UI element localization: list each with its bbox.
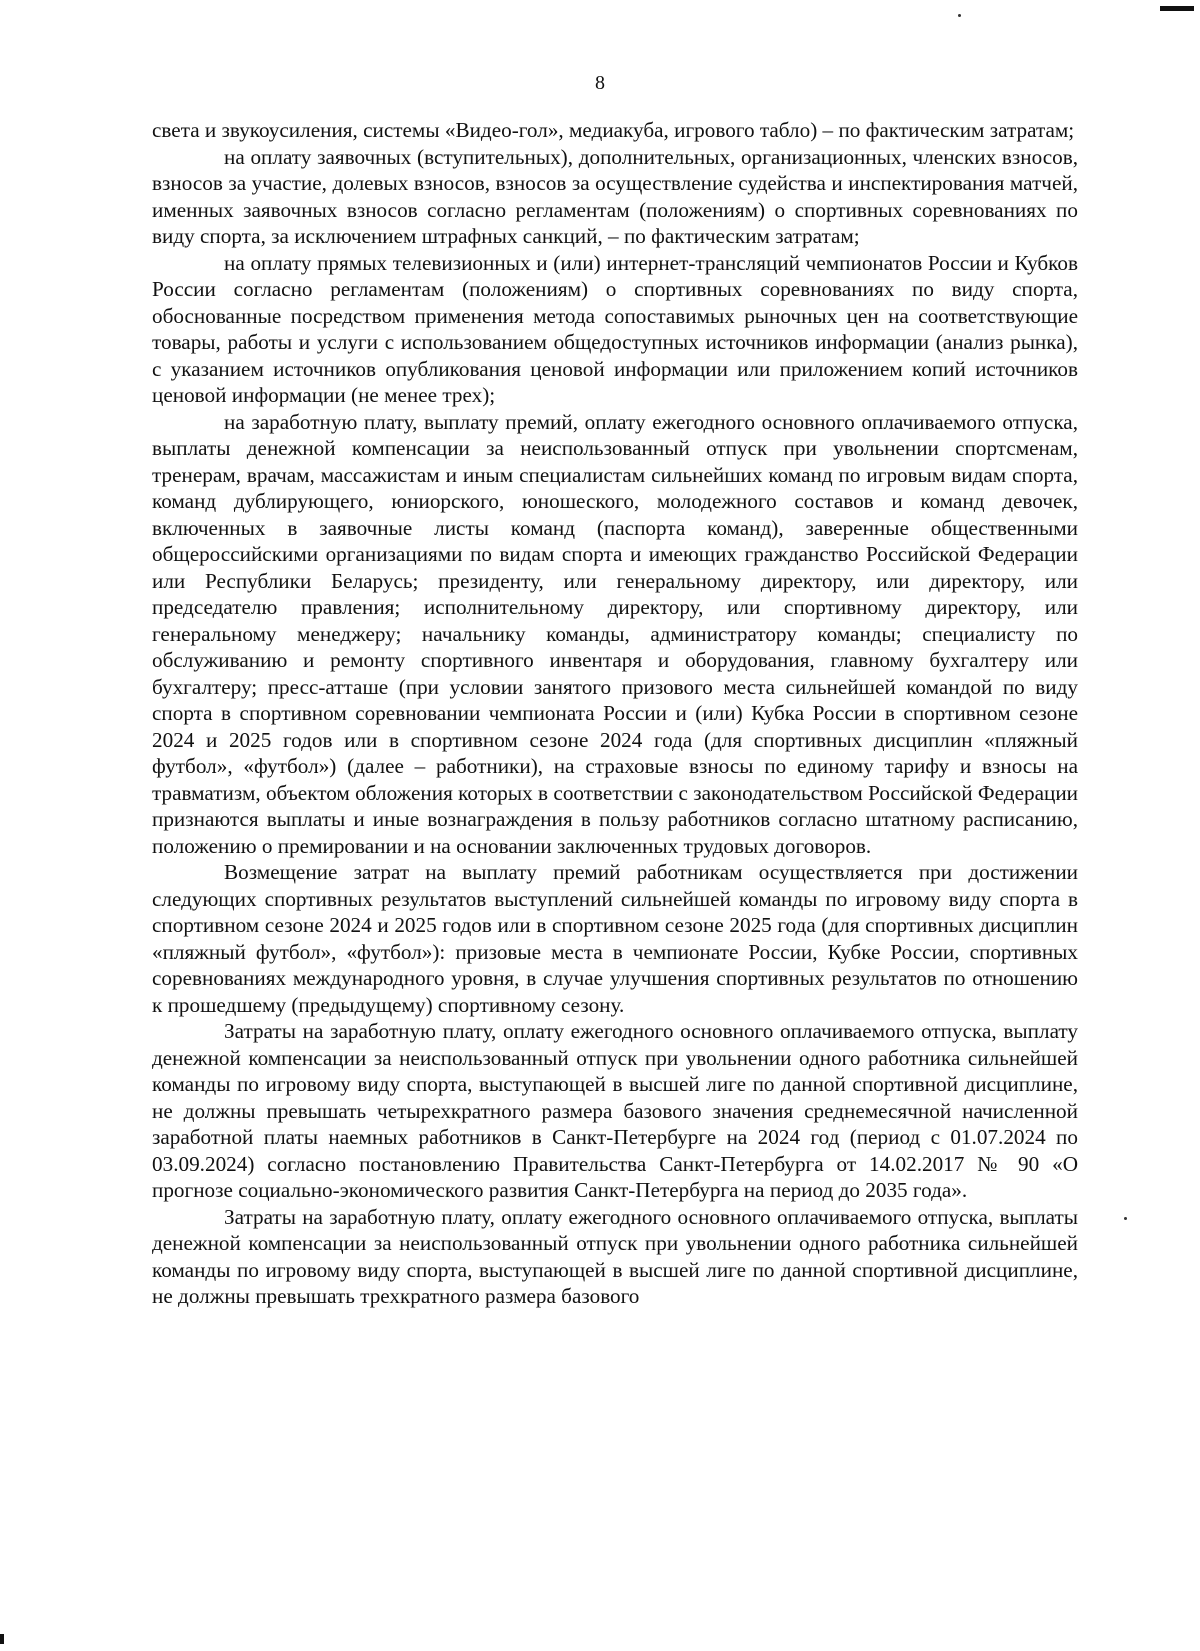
paragraph-salaries: на заработную плату, выплату премий, оплату ежегодного основного оплачиваемого отпуска, выплаты денежной компенсации за неиспользованный отпуск при увольнении спортсменам, тренерам, врачам, массажистам и иным специалистам сильнейших команд по игровым видам спорта, команд дублирующего, юниорского, юношеского, молодежного составов и команд девочек, включенных в заявочные листы команд (паспорта команд), заверенные общественными общероссийскими организациями по видам спорта и имеющих гражданство Российской Федерации или Республики Беларусь; президенту, или генеральному директору, или директору, или председателю правления; исполнительному директору, или спортивному директору, или генеральному менеджеру; начальнику команды, администратору команды; специалисту по обслуживанию и ремонту спортивного инвентаря и оборудования, главному бухгалтеру или бухгалтеру; пресс-атташе (при условии занятого призового места сильнейшей командой по виду спорта в спортивном соревновании чемпионата России и (или) Кубка России в спортивном сезоне 2024 и 2025 годов или в спортивном сезоне 2024 года (для спортивных дисциплин «пляжный футбол», «футбол») (далее – работники), на страховые взносы по единому тарифу и взносы на травматизм, объектом обложения которых в соответствии с законодательством Российской Федерации признаются выплаты и иные вознаграждения в пользу работников согласно штатному расписанию, положению о премировании и на основании заключенных трудовых договоров. xyxy=(152,409,1078,858)
paragraph-membership-fees: на оплату заявочных (вступительных), дополнительных, организационных, членских взносов, взносов за участие, долевых взносов, взносов за осуществление судейства и инспектирования матчей, именных заявочных взносов согласно регламентам (положениям) о спортивных соревнованиях по виду спорта, за исключением штрафных санкций, – по фактическим затратам; xyxy=(152,144,1078,248)
paragraph-broadcast-costs: на оплату прямых телевизионных и (или) интернет-трансляций чемпионатов России и Кубков России согласно регламентам (положениям) о спортивных соревнованиях по виду спорта, обоснованные посредством применения метода сопоставимых рыночных цен на соответствующие товары, работы и услуги с использованием общедоступных источников информации (анализ рынка), с указанием источников опубликования ценовой информации или приложением копий источников ценовой информации (не менее трех); xyxy=(152,250,1078,407)
paragraph-salary-cap-fourfold: Затраты на заработную плату, оплату ежегодного основного оплачиваемого отпуска, выплату денежной компенсации за неиспользованный отпуск при увольнении одного работника сильнейшей команды по игровому виду спорта, выступающей в высшей лиге по данной спортивной дисциплине, не должны превышать четырехкратного размера базового значения среднемесячной начисленной заработной платы наемных работников в Санкт-Петербурге на 2024 год (период с 01.07.2024 по 03.09.2024) согласно постановлению Правительства Санкт-Петербурга от 14.02.2017 № 90 «О прогнозе социально-экономического развития Санкт-Петербурга на период до 2035 года». xyxy=(152,1019,1078,1202)
paragraph-bonus-reimbursement: Возмещение затрат на выплату премий работникам осуществляется при достижении следующих спортивных результатов выступлений сильнейшей команды по игровому виду спорта в спортивном сезоне 2024 и 2025 годов или в спортивном сезоне 2025 года (для спортивных дисциплин «пляжный футбол», «футбол»): призовые места в чемпионате России, Кубке России, спортивных соревнованиях международного уровня, в случае улучшения спортивных результатов по отношению к прошедшему (предыдущему) спортивному сезону. xyxy=(152,860,1078,1017)
scan-artifact-bottom-mark xyxy=(0,1634,4,1644)
scan-artifact-dot xyxy=(1124,1217,1127,1220)
paragraph-continuation: света и звукоусиления, системы «Видео-гол», медиакуба, игрового табло) – по фактическим затратам; xyxy=(152,118,1075,142)
paragraph-salary-cap-threefold: Затраты на заработную плату, оплату ежегодного основного оплачиваемого отпуска, выплаты денежной компенсации за неиспользованный отпуск при увольнении одного работника сильнейшей команды по игровому виду спорта, выступающей в высшей лиге по данной спортивной дисциплине, не должны превышать трехкратного размера базового xyxy=(152,1204,1078,1308)
document-body xyxy=(152,117,1078,1310)
scan-artifact-dot xyxy=(958,14,961,17)
scan-artifact-top-bar xyxy=(1160,6,1194,11)
page-number: 8 xyxy=(595,72,605,94)
